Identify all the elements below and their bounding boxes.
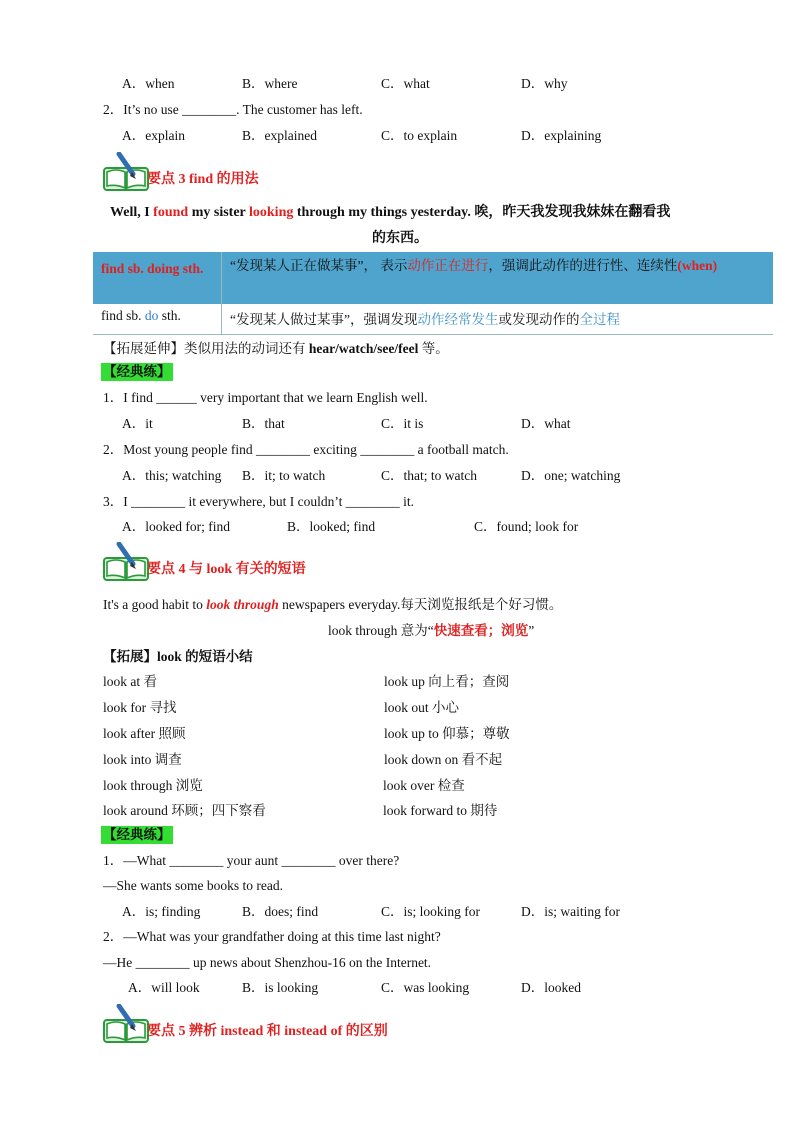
phrase-item: look for 寻找 [103,700,177,715]
option: A．this; watching [122,468,222,483]
phrase-item: look forward to 期待 [383,803,498,818]
option: C．was looking [381,980,470,995]
table-cell [222,304,774,335]
summary-title: 【拓展】look 的短语小结 [103,649,253,664]
section-title: 要点 4 与 look 有关的短语 [147,562,306,577]
phrase-item: look up 向上看；查阅 [384,674,510,689]
book-pen-icon [103,542,149,582]
option: D．looked [521,980,581,995]
note-text: 等。 [418,341,449,356]
question-stem: 1．—What ________ your aunt ________ over there? [103,853,400,868]
example-text: newspapers everyday.每天浏览报纸是个好习惯。 [278,597,563,612]
section-heading [103,542,423,582]
section-title: 要点 5 辨析 instead 和 instead of 的区别 [147,1024,388,1039]
cell-highlight: (when) [677,258,718,273]
question-stem: 2．—What was your grandfather doing at this time last night? [103,929,441,944]
table-row [93,304,773,335]
meaning-highlight: 快速查看；浏览 [433,623,529,638]
phrase-item: look over 检查 [383,778,465,793]
question-answer: —She wants some books to read. [103,878,283,893]
cell-highlight: 动作正在进行 [407,258,489,273]
option: B．looked; find [287,519,376,534]
table-cell [93,304,222,335]
option: C．to explain [381,128,458,143]
section-heading [103,1004,423,1044]
option: D．what [521,416,571,431]
cell-text: “发现某人做过某事”，强调发现 [230,312,418,327]
example-text: through my things yesterday. [293,205,471,220]
example-sentence [110,204,670,222]
option: C．it is [381,416,424,431]
option: A．will look [128,980,200,995]
phrase-item: look into 调查 [103,752,182,767]
example-sentence [103,596,562,614]
book-pen-icon [103,152,149,192]
question-stem: 2．Most young people find ________ exciting ________ a football match. [103,442,509,457]
cell-text: 或发现动作的 [498,312,580,327]
phrase-item: look through 浏览 [103,778,203,793]
cell-highlight: 动作经常发生 [417,312,499,327]
option: B．does; find [242,904,319,919]
phrase-item: look up to 仰慕；尊敬 [384,726,510,741]
option: C．that; to watch [381,468,477,483]
cell-text: find sb. [101,308,145,323]
section-heading [103,152,423,192]
question-stem: 2．It’s no use ________. The customer has left. [103,102,363,117]
phrase-item: look after 照顾 [103,726,186,741]
question-stem: 3．I ________ it everywhere, but I couldn’t ________ it. [103,494,414,509]
table-row [93,252,773,304]
keyword-look-through: look through [206,597,279,612]
practice-tag: 【经典练】 [103,827,171,842]
meaning-line [328,622,534,640]
option: C．is; looking for [381,904,481,919]
option: B．explained [242,128,317,143]
option: A．it [122,416,153,431]
option: C．found; look for [474,519,579,534]
usage-table [93,252,773,335]
cell-text: sth. [158,308,181,323]
option: D．is; waiting for [521,904,620,919]
keyword-found: found [153,205,189,220]
phrase-item: look at 看 [103,674,157,689]
phrase-item: look around 环顾；四下察看 [103,803,266,818]
note-text: 【拓展延伸】类似用法的动词还有 [103,341,309,356]
example-translation: 的东西。 [372,231,428,246]
option: C．what [381,76,430,91]
option: B．is looking [242,980,319,995]
meaning-text: look through 意为“ [328,623,434,638]
cell-text: “发现某人正在做某事”， 表示 [230,258,408,273]
practice-tag: 【经典练】 [103,364,171,379]
cell-text: ，强调此动作的进行性、连续性 [488,258,678,273]
phrase-item: look down on 看不起 [384,752,503,767]
cell-highlight: 全过程 [579,312,620,327]
option: A．looked for; find [122,519,230,534]
question-stem: 1．I find ______ very important that we learn English well. [103,390,428,405]
example-text: my sister [188,205,249,220]
option: A．is; finding [122,904,201,919]
book-pen-icon [103,1004,149,1044]
option: D．one; watching [521,468,621,483]
question-answer: —He ________ up news about Shenzhou-16 on the Internet. [103,955,432,970]
option: D．why [521,76,568,91]
phrase-item: look out 小心 [384,700,460,715]
example-text: Well, I [110,205,154,220]
option: D．explaining [521,128,602,143]
option: A．when [122,76,175,91]
keyword-looking: looking [249,205,294,220]
extension-note [103,340,449,358]
option: A．explain [122,128,185,143]
example-text: It's a good habit to [103,597,207,612]
option: B．where [242,76,298,91]
meaning-text: ” [528,623,535,638]
table-cell [222,252,774,304]
table-cell: find sb. doing sth. [93,252,222,304]
option: B．that [242,416,285,431]
example-translation: 唉，昨天我发现我妹妹在翻看我 [470,205,671,220]
option: B．it; to watch [242,468,326,483]
section-title: 要点 3 find 的用法 [147,172,259,187]
note-bold: hear/watch/see/feel [308,341,419,356]
cell-highlight: do [144,308,159,323]
